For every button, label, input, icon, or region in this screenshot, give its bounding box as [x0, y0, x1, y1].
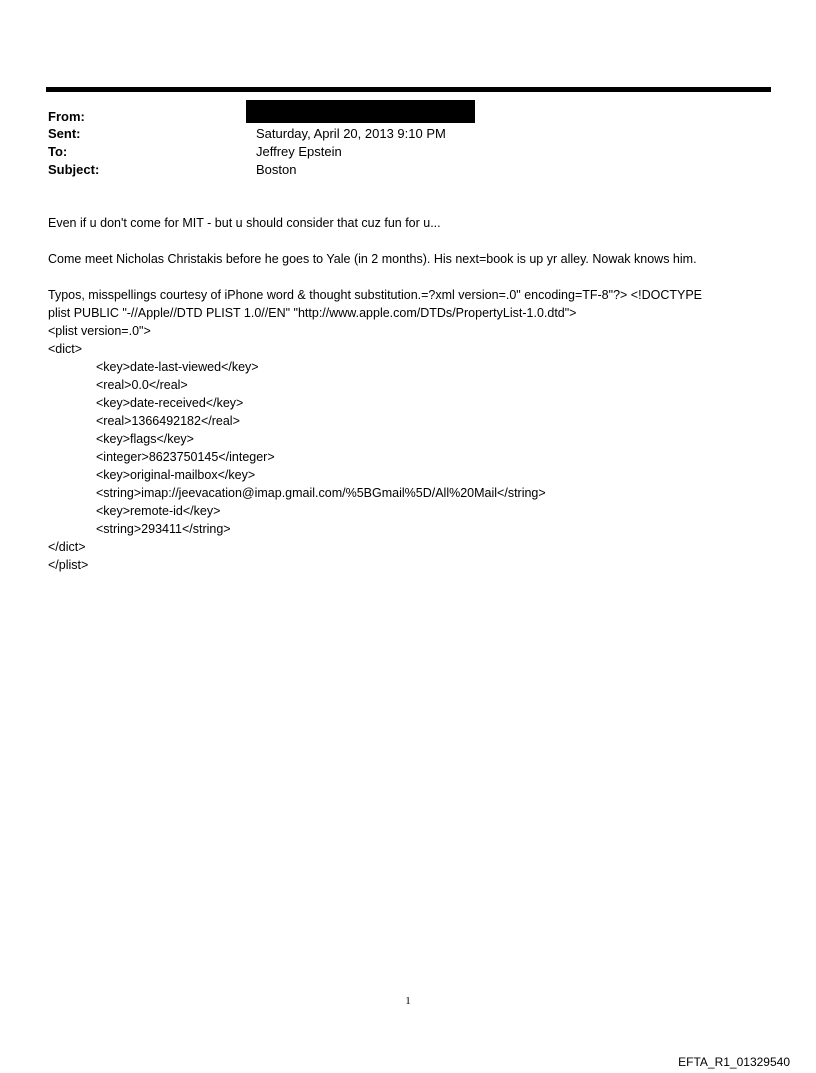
- dict-line: <real>1366492182</real>: [96, 414, 240, 428]
- body-paragraph-3-line-2: plist PUBLIC "-//Apple//DTD PLIST 1.0//EN" "http://www.apple.com/DTDs/PropertyList-1.0.dtd">: [48, 306, 577, 320]
- redaction-block: [246, 100, 475, 123]
- dict-line: <key>original-mailbox</key>: [96, 468, 256, 482]
- dict-line: <key>date-last-viewed</key>: [96, 360, 259, 374]
- body-paragraph-3-line-1: Typos, misspellings courtesy of iPhone word & thought substitution.=?xml version=.0" encoding=TF-8"?> <!DOCTYPE: [48, 288, 702, 302]
- subject-label: Subject:: [48, 162, 100, 177]
- sent-value: Saturday, April 20, 2013 9:10 PM: [256, 126, 446, 141]
- dict-open-line: <dict>: [48, 342, 83, 356]
- page-number: 1: [405, 995, 411, 1007]
- to-label: To:: [48, 144, 68, 159]
- dict-line: <key>remote-id</key>: [96, 504, 221, 518]
- document-id: EFTA_R1_01329540: [678, 1055, 790, 1069]
- dict-line: <integer>8623750145</integer>: [96, 450, 275, 464]
- dict-close-line: </dict>: [48, 540, 86, 554]
- body-paragraph-2: Come meet Nicholas Christakis before he goes to Yale (in 2 months). His next=book is up yr alley. Nowak knows him.: [48, 252, 697, 266]
- subject-value: Boston: [256, 162, 297, 177]
- dict-line: <string>293411</string>: [96, 522, 231, 536]
- dict-line: <key>date-received</key>: [96, 396, 244, 410]
- plist-close-line: </plist>: [48, 558, 89, 572]
- to-value: Jeffrey Epstein: [256, 144, 342, 159]
- plist-open-line: <plist version=.0">: [48, 324, 151, 338]
- header-rule: [46, 87, 771, 92]
- dict-line: <key>flags</key>: [96, 432, 194, 446]
- dict-line: <string>imap://jeevacation@imap.gmail.com/%5BGmail%5D/All%20Mail</string>: [96, 486, 546, 500]
- body-paragraph-1: Even if u don't come for MIT - but u should consider that cuz fun for u...: [48, 216, 441, 230]
- sent-label: Sent:: [48, 126, 81, 141]
- dict-line: <real>0.0</real>: [96, 378, 188, 392]
- from-label: From:: [48, 109, 85, 124]
